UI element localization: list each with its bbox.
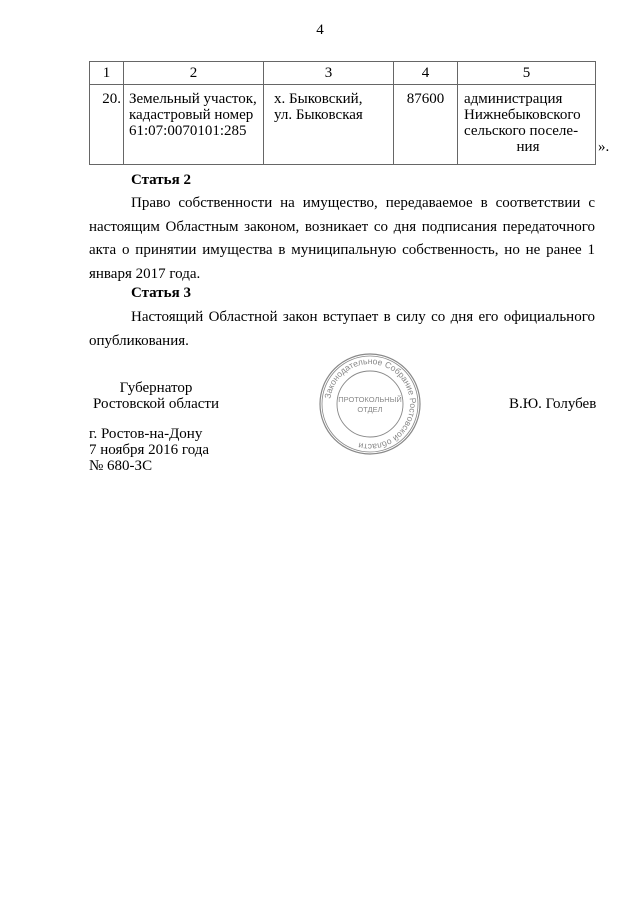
article-3-body: Настоящий Областной закон вступает в силу со дня его официального опубликования. (89, 309, 595, 349)
recipient-line: сельского поселе- (464, 123, 579, 139)
object-line: кадастровый номер (129, 107, 254, 123)
address-cell (264, 85, 394, 165)
object-cell (124, 85, 264, 165)
value-cell: 87600 (394, 85, 458, 165)
table-row (90, 85, 596, 165)
recipient-line: администрация (464, 91, 563, 107)
stamp-center-line: ПРОТОКОЛЬНЫЙ (338, 395, 402, 404)
stamp-ring-text: Законодательное Собрание Ростовской области (322, 355, 419, 453)
date: 7 ноября 2016 года (89, 442, 210, 458)
property-table (89, 61, 596, 165)
address-line: ул. Быковская (274, 107, 363, 123)
header-cell: 1 (90, 62, 124, 85)
table-header-row (90, 62, 596, 85)
place-date-block (89, 426, 209, 474)
article-2-heading: Статья 2 (131, 172, 191, 188)
recipient-line: Нижнебыковского (464, 107, 581, 123)
recipient-line: ния (516, 139, 540, 155)
header-cell: 5 (458, 62, 596, 85)
object-line: Земельный участок, (129, 91, 257, 107)
article-2-text (89, 192, 595, 286)
header-cell: 4 (394, 62, 458, 85)
page-number: 4 (316, 22, 324, 38)
article-2-body: Право собственности на имущество, передаваемое в соответствии с настоящим Областным законом, возникает со дня подписания передаточного акта о принятии имущества в муниципальную собственность, но не ранее 1 января 2017 года. (89, 195, 595, 282)
stamp-center-line: ОТДЕЛ (357, 405, 383, 414)
signatory-title-line: Ростовской области (93, 396, 219, 412)
address-line: х. Быковский, (274, 91, 363, 107)
object-line: 61:07:0070101:285 (129, 123, 247, 139)
article-3-heading: Статья 3 (131, 285, 191, 301)
recipient-cell (458, 85, 596, 165)
stamp-inner-ring (337, 371, 403, 437)
row-number: 20. (90, 85, 124, 165)
header-cell: 3 (264, 62, 394, 85)
signatory-title (89, 380, 223, 412)
article-3-text (89, 306, 595, 353)
signatory-title-line: Губернатор (119, 380, 193, 396)
city: г. Ростов-на-Дону (89, 426, 203, 442)
stamp-outer-ring (320, 354, 420, 454)
law-number: № 680-ЗС (89, 458, 153, 474)
closing-quote: ». (598, 139, 610, 155)
header-cell: 2 (124, 62, 264, 85)
round-stamp (318, 352, 422, 456)
signatory-name: В.Ю. Голубев (509, 396, 597, 412)
